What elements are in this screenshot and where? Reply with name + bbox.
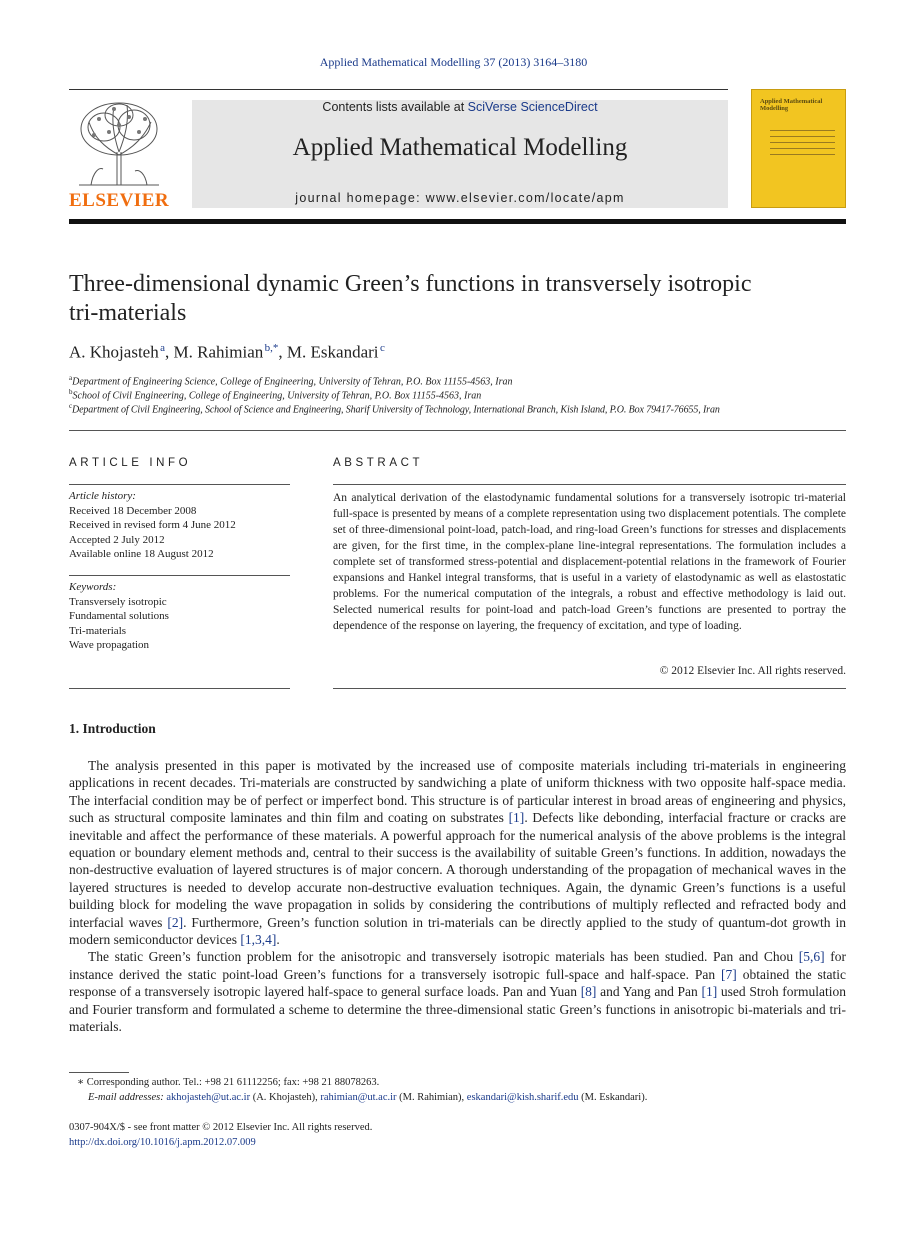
- keyword: Tri-materials: [69, 624, 127, 637]
- citation-link[interactable]: [5,6]: [798, 949, 825, 965]
- history-entry: Received 18 December 2008: [69, 504, 197, 517]
- contents-prefix: Contents lists available at: [322, 100, 468, 114]
- doi-link[interactable]: http://dx.doi.org/10.1016/j.apm.2012.07.009: [69, 1137, 256, 1148]
- abstract-divider: [333, 688, 846, 689]
- section-heading-introduction: 1. Introduction: [69, 721, 156, 736]
- author-affil-mark[interactable]: c: [379, 342, 385, 354]
- affiliation: [69, 388, 481, 401]
- homepage-link[interactable]: www.elsevier.com/locate/apm: [425, 191, 625, 205]
- citation-link[interactable]: [1,3,4]: [240, 932, 277, 948]
- author-name[interactable]: M. Eskandari: [286, 342, 379, 362]
- issn-line: 0307-904X/$ - see front matter © 2012 Elsevier Inc. All rights reserved.: [69, 1122, 373, 1133]
- info-divider: [69, 484, 290, 485]
- title-line-1: Three-dimensional dynamic Green’s functions in transversely isotropic: [69, 271, 752, 297]
- history-label: Article history:: [69, 490, 136, 502]
- intro-paragraph: [69, 757, 846, 948]
- author-affil-mark[interactable]: a: [160, 342, 166, 354]
- homepage-label: journal homepage:: [295, 191, 426, 205]
- article-title: [69, 270, 849, 328]
- journal-reference[interactable]: Applied Mathematical Modelling 37 (2013) 3164–3180: [319, 55, 588, 69]
- contents-line: [192, 100, 728, 114]
- citation-link[interactable]: [7]: [721, 966, 737, 982]
- abstract-text: An analytical derivation of the elastodynamic fundamental solutions for a transversely isotropic tri-material full-space is presented by means of a complete representation using two displacement potentials. The complete set of three-dimensional point-load, patch-load, and ring-load Green’s functions for stresses and displacements are given, for the first time, in the complex-plane line-integral representations. The formulation includes a complete set of transformed stress-potential and displacement-potential relations in the framework of Fourier expansions and Hankel integral transforms, that is useful in a variety of elastodynamic as well as elastostatic problems. For the numerical computation of the integrals, a robust and effective methodology is laid out. Selected numerical results for point-load and patch-load Green’s functions are presented to portray the dependence of the response on layering, the frequency of excitation, and type of loading.: [333, 492, 846, 632]
- author-affil-mark[interactable]: b,*: [264, 342, 279, 354]
- introduction-body: [69, 757, 846, 1036]
- author-name[interactable]: M. Rahimian: [173, 342, 264, 362]
- abstract-copyright: © 2012 Elsevier Inc. All rights reserved.: [659, 665, 846, 677]
- affil-mark: b: [69, 388, 73, 396]
- text-run: for instance derived the static point-load Green’s functions for a transversely isotropic full-space and half-space. Pan: [69, 949, 846, 982]
- journal-title: Applied Mathematical Modelling: [292, 134, 628, 161]
- text-run: used Stroh formulation and Fourier transform and formulated a scheme to determine the three-dimensional static Green’s functions in anisotropic bi-materials and tri-materials.: [69, 984, 846, 1035]
- author-list: A. Khojasteh $^a$, M. Rahimian $^{b,*}$, M. Eskandari $^c$: [69, 342, 385, 362]
- intro-paragraph: [69, 948, 846, 1035]
- cover-line: [770, 142, 835, 143]
- email-owner: (M. Eskandari).: [578, 1092, 648, 1103]
- article-info-heading: ARTICLE INFO: [69, 457, 192, 469]
- keywords-block: [69, 580, 169, 653]
- journal-cover-thumbnail[interactable]: [751, 89, 846, 208]
- keywords-label: Keywords:: [69, 581, 117, 593]
- cover-title: Applied Mathematical Modelling: [760, 98, 823, 112]
- cover-line: [770, 136, 835, 137]
- header-thick-rule: [69, 219, 846, 224]
- email-owner: (M. Rahimian),: [396, 1092, 467, 1103]
- affil-text: Department of Civil Engineering, School of Science and Engineering, Sharif University of Technology, International Branch, Kish Island, P.O. Box 79417-76655, Iran: [72, 404, 720, 416]
- cover-line: [770, 148, 835, 149]
- history-entry: Received in revised form 4 June 2012: [69, 519, 236, 531]
- keyword: Transversely isotropic: [69, 595, 167, 608]
- affil-mark: c: [69, 402, 72, 410]
- text-run: . Defects like debonding, interfacial fracture or cracks are inevitable and affect the performance of these materials. A powerful approach for the numerical analysis of the above problems is the integral equation or boundary element methods and, central to their success is the availability of suitable Green’s functions. In addition, nowadays the non-destructive evaluation of layered structures is of major concern. A thorough understanding of the propagation of mechanical waves in the layered structures is needed to develop accurate non-destructive evaluation techniques. Again, the dynamic Green’s functions is a useful building block for modeling the wave propagation in solids by considering the contributions of multiply reflected and refracted body and interfacial waves: [69, 810, 846, 930]
- email-link[interactable]: eskandari@kish.sharif.edu: [466, 1092, 579, 1103]
- abstract-heading: ABSTRACT: [333, 457, 424, 469]
- citation-link[interactable]: [2]: [167, 914, 184, 930]
- journal-homepage: [192, 191, 728, 205]
- section-divider: [69, 430, 846, 431]
- history-entry: Accepted 2 July 2012: [69, 533, 165, 546]
- citation-link[interactable]: [8]: [580, 984, 597, 1000]
- text-run: . Furthermore, Green’s function solution in tri-materials can be directly applied to the study of quantum-dot growth in modern semiconductor devices: [69, 914, 846, 948]
- text-run: and Yang and Pan: [596, 984, 702, 1000]
- text-run: The static Green’s function problem for the anisotropic and transversely isotropic materials has been studied. Pan and Chou: [88, 949, 799, 965]
- email-link[interactable]: akhojasteh@ut.ac.ir: [166, 1092, 251, 1103]
- citation-link[interactable]: [1]: [701, 984, 718, 1000]
- article-history: [69, 489, 236, 562]
- text-run: .: [276, 932, 280, 948]
- email-owner: (A. Khojasteh),: [250, 1092, 321, 1103]
- footnote-rule: [69, 1072, 129, 1073]
- text-run: obtained the static response of a transversely isotropic layered half-space to general surface loads. Pan and Yuan: [69, 966, 846, 1000]
- affiliation: [69, 402, 720, 415]
- email-label: E-mail addresses:: [88, 1092, 167, 1103]
- abstract-divider: [333, 484, 846, 485]
- header-rule: [69, 89, 728, 90]
- citation-link[interactable]: [1]: [508, 810, 525, 826]
- elsevier-wordmark: ELSEVIER: [69, 190, 170, 211]
- affil-text: School of Civil Engineering, College of Engineering, University of Tehran, P.O. Box 11155-4563, Iran: [72, 390, 482, 402]
- sciencedirect-link[interactable]: SciVerse ScienceDirect: [467, 100, 598, 114]
- affiliation: [69, 374, 513, 387]
- info-divider: [69, 575, 290, 576]
- affil-mark: a: [69, 374, 73, 382]
- info-divider: [69, 688, 290, 689]
- cover-line: [770, 130, 835, 131]
- history-entry: Available online 18 August 2012: [69, 548, 214, 560]
- email-addresses: [69, 1092, 865, 1103]
- keyword: Fundamental solutions: [69, 610, 169, 622]
- author-name[interactable]: A. Khojasteh: [69, 342, 159, 362]
- title-line-2: tri-materials: [69, 300, 187, 326]
- keyword: Wave propagation: [69, 639, 150, 651]
- email-link[interactable]: rahimian@ut.ac.ir: [320, 1092, 397, 1103]
- affil-text: Department of Engineering Science, College of Engineering, University of Tehran, P.O. Box 11155-4563, Iran: [72, 376, 513, 388]
- text-run: The analysis presented in this paper is motivated by the increased use of composite materials including tri-materials in engineering applications in recent decades. Tri-materials are constructed by sandwiching a plate of uniform thickness with two opposite half-space media. The interfacial condition may be of perfect or imperfect bond. This structure is of particular interest in broad areas of engineering and physics, such as structural composite laminates and thin film and coating on substrates: [69, 758, 846, 826]
- corresponding-author-note: ∗ Corresponding author. Tel.: +98 21 61112256; fax: +98 21 88078263.: [77, 1077, 380, 1088]
- cover-line: [770, 154, 835, 155]
